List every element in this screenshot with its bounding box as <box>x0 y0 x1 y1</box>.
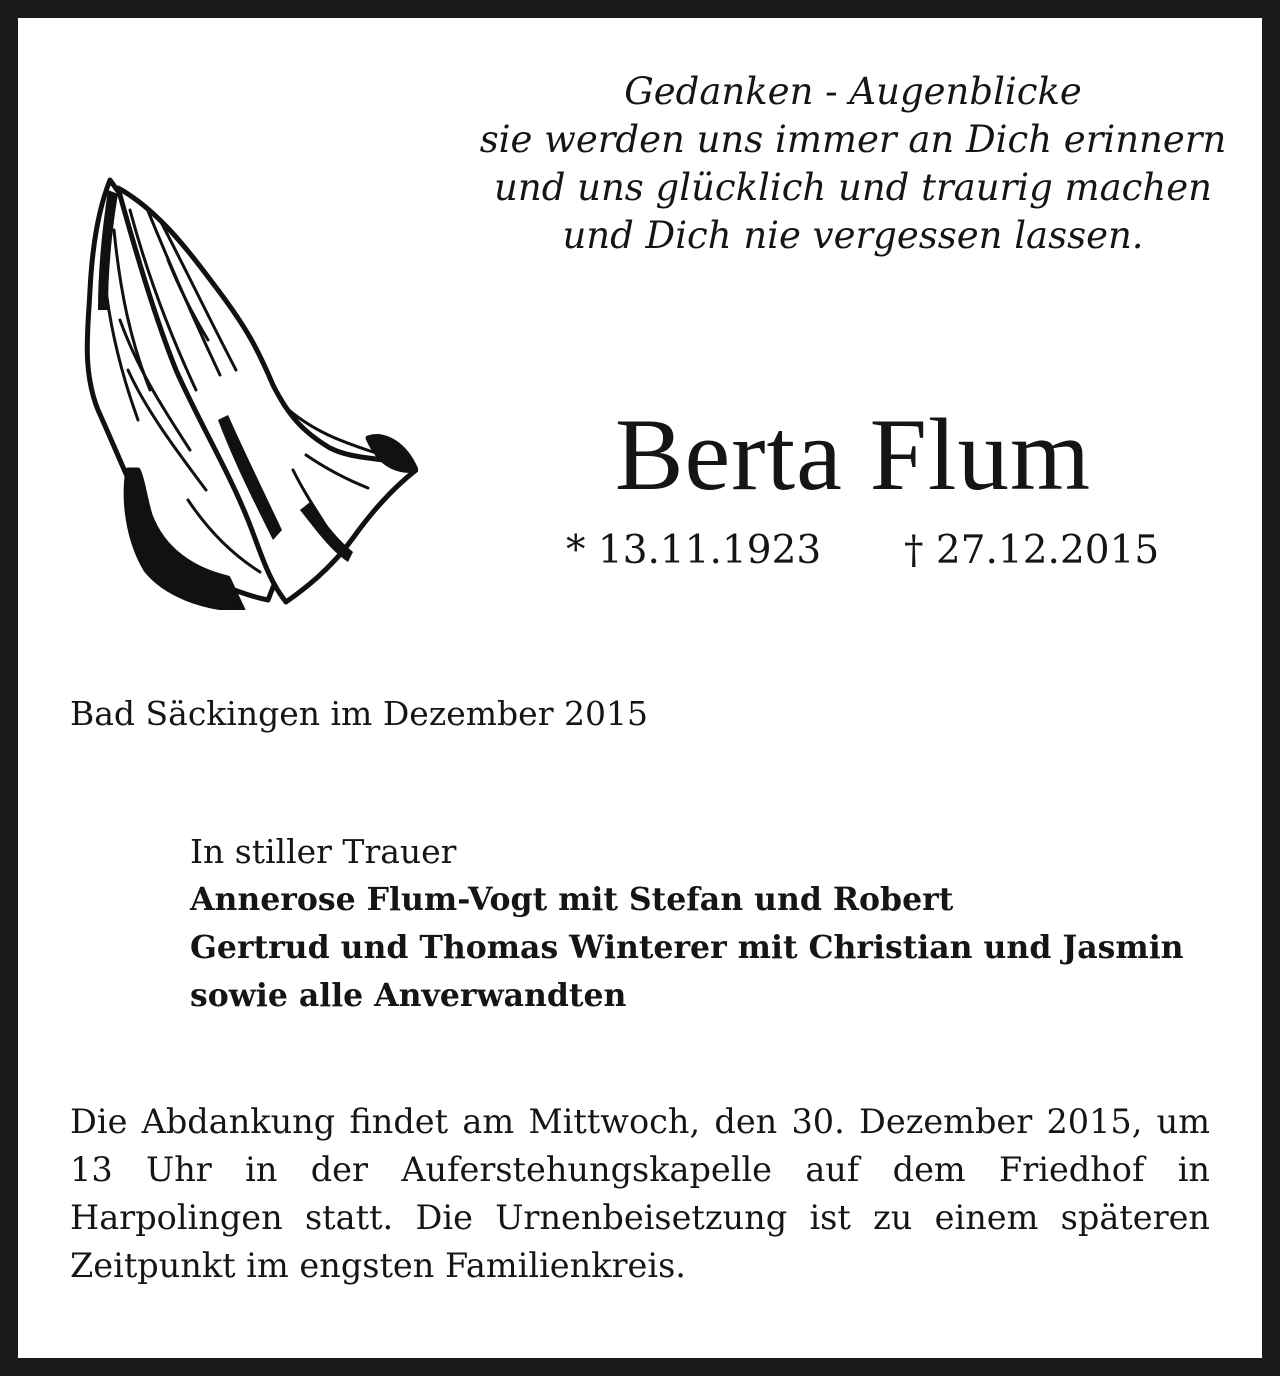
mourners-block <box>190 828 1184 1020</box>
place-and-date: Bad Säckingen im Dezember 2015 <box>70 694 648 733</box>
birth-date: * 13.11.1923 <box>566 528 822 573</box>
death-date: † 27.12.2015 <box>904 528 1160 573</box>
mourners-intro: In stiller Trauer <box>190 832 457 871</box>
deceased-name: Berta Flum <box>614 398 1092 512</box>
praying-hands-icon <box>68 170 418 610</box>
mourner-line: sowie alle Anverwandten <box>190 977 627 1014</box>
mourner-line: Gertrud und Thomas Winterer mit Christian und Jasmin <box>190 929 1184 966</box>
mourner-line: Annerose Flum-Vogt mit Stefan und Robert <box>190 881 954 918</box>
service-announcement: Die Abdankung findet am Mittwoch, den 30. Dezember 2015, um 13 Uhr in der Auferstehungskapelle auf dem Friedhof in Harpolingen statt. Die Urnenbeisetzung ist zu einem späteren Zeitpunkt im engsten Familienkreis. <box>70 1102 1210 1285</box>
obituary-notice <box>18 18 1262 1358</box>
verse-line: sie werden uns immer an Dich erinnern <box>479 118 1227 161</box>
memorial-verse <box>458 68 1248 260</box>
verse-line: und Dich nie vergessen lassen. <box>562 214 1144 257</box>
verse-line: Gedanken - Augenblicke <box>624 70 1082 113</box>
verse-line: und uns glücklich und traurig machen <box>494 166 1212 209</box>
